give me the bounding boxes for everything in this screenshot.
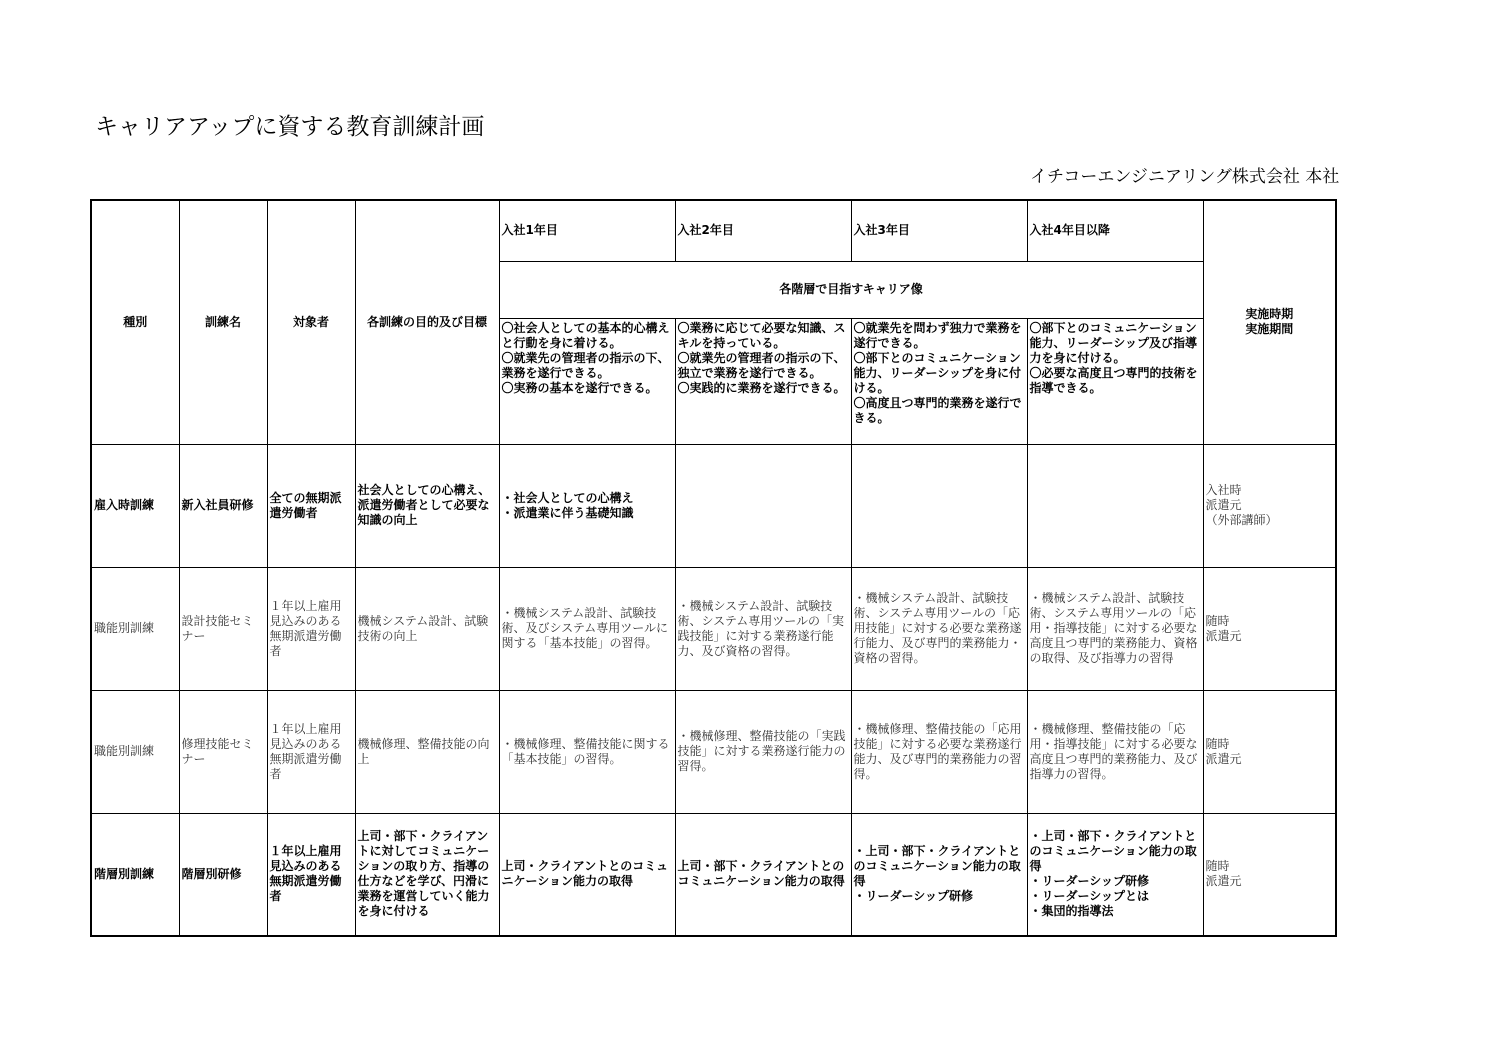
row-year2 bbox=[675, 444, 851, 567]
goal-year2: 〇業務に応じて必要な知識、スキルを持っている。 〇就業先の管理者の指示の下、独立で業務を遂行できる。 〇実践的に業務を遂行できる。 bbox=[675, 318, 851, 444]
header-year4: 入社4年目以降 bbox=[1027, 200, 1203, 261]
row-target: 全ての無期派遣労働者 bbox=[267, 444, 355, 567]
row-year2: ・機械システム設計、試験技術、システム専用ツールの「実践技能」に対する業務遂行能力、及び資格の習得。 bbox=[675, 567, 851, 690]
row-timing: 随時 派遣元 bbox=[1203, 813, 1336, 936]
row-category: 職能別訓練 bbox=[91, 567, 179, 690]
header-year3: 入社3年目 bbox=[851, 200, 1027, 261]
header-purpose: 各訓練の目的及び目標 bbox=[355, 200, 499, 444]
row-purpose: 機械システム設計、試験技術の向上 bbox=[355, 567, 499, 690]
goal-year1: 〇社会人としての基本的心構えと行動を身に着ける。 〇就業先の管理者の指示の下、業務を遂行できる。 〇実務の基本を遂行できる。 bbox=[499, 318, 675, 444]
row-timing: 入社時 派遣元 （外部講師） bbox=[1203, 444, 1336, 567]
row-training-name: 設計技能セミナー bbox=[179, 567, 267, 690]
row-target: １年以上雇用見込みのある無期派遣労働者 bbox=[267, 690, 355, 813]
header-target: 対象者 bbox=[267, 200, 355, 444]
row-year3: ・機械修理、整備技能の「応用技能」に対する必要な業務遂行能力、及び専門的業務能力の習得。 bbox=[851, 690, 1027, 813]
header-training-name: 訓練名 bbox=[179, 200, 267, 444]
row-year1: ・機械システム設計、試験技術、及びシステム専用ツールに関する「基本技能」の習得。 bbox=[499, 567, 675, 690]
goal-year3: 〇就業先を問わず独力で業務を遂行できる。 〇部下とのコミュニケーション能力、リーダーシップを身に付ける。 〇高度且つ専門的業務を遂行できる。 bbox=[851, 318, 1027, 444]
header-category: 種別 bbox=[91, 200, 179, 444]
row-year3 bbox=[851, 444, 1027, 567]
row-year4 bbox=[1027, 444, 1203, 567]
row-year3: ・機械システム設計、試験技術、システム専用ツールの「応用技能」に対する必要な業務遂行能力、及び専門的業務能力・資格の習得。 bbox=[851, 567, 1027, 690]
row-year2: ・機械修理、整備技能の「実践技能」に対する業務遂行能力の習得。 bbox=[675, 690, 851, 813]
table-row bbox=[91, 813, 1336, 936]
row-year4: ・機械修理、整備技能の「応用・指導技能」に対する必要な高度且つ専門的業務能力、及び指導力の習得。 bbox=[1027, 690, 1203, 813]
table-row bbox=[91, 690, 1336, 813]
row-training-name: 階層別研修 bbox=[179, 813, 267, 936]
goal-year4: 〇部下とのコミュニケーション能力、リーダーシップ及び指導力を身に付ける。 〇必要な高度且つ専門的技術を指導できる。 bbox=[1027, 318, 1203, 444]
document-title: キャリアアップに資する教育訓練計画 bbox=[95, 114, 485, 140]
row-purpose: 機械修理、整備技能の向上 bbox=[355, 690, 499, 813]
table-row bbox=[91, 567, 1336, 690]
row-category: 職能別訓練 bbox=[91, 690, 179, 813]
header-year2: 入社2年目 bbox=[675, 200, 851, 261]
header-timing: 実施時期 実施期間 bbox=[1203, 200, 1336, 444]
row-timing: 随時 派遣元 bbox=[1203, 567, 1336, 690]
row-year3: ・上司・部下・クライアントとのコミュニケーション能力の取得 ・リーダーシップ研修 bbox=[851, 813, 1027, 936]
row-training-name: 新入社員研修 bbox=[179, 444, 267, 567]
row-purpose: 上司・部下・クライアントに対してコミュニケーションの取り方、指導の仕方などを学び、円滑に業務を運営していく能力を身に付ける bbox=[355, 813, 499, 936]
row-timing: 随時 派遣元 bbox=[1203, 690, 1336, 813]
row-purpose: 社会人としての心構え、派遣労働者として必要な知識の向上 bbox=[355, 444, 499, 567]
row-year4: ・上司・部下・クライアントとのコミュニケーション能力の取得 ・リーダーシップ研修 ・リーダーシップとは ・集団的指導法 bbox=[1027, 813, 1203, 936]
row-year1: ・社会人としての心構え ・派遣業に伴う基礎知識 bbox=[499, 444, 675, 567]
row-target: １年以上雇用見込みのある無期派遣労働者 bbox=[267, 813, 355, 936]
header-row-years bbox=[91, 200, 1336, 261]
row-category: 階層別訓練 bbox=[91, 813, 179, 936]
row-year1: 上司・クライアントとのコミュニケーション能力の取得 bbox=[499, 813, 675, 936]
row-year2: 上司・部下・クライアントとのコミュニケーション能力の取得 bbox=[675, 813, 851, 936]
header-year1: 入社1年目 bbox=[499, 200, 675, 261]
header-career-goal: 各階層で目指すキャリア像 bbox=[499, 261, 1203, 318]
row-training-name: 修理技能セミナー bbox=[179, 690, 267, 813]
company-name: イチコーエンジニアリング株式会社 本社 bbox=[1030, 167, 1340, 187]
row-year4: ・機械システム設計、試験技術、システム専用ツールの「応用・指導技能」に対する必要な高度且つ専門的業務能力、資格の取得、及び指導力の習得 bbox=[1027, 567, 1203, 690]
training-plan-table bbox=[90, 199, 1337, 937]
row-target: １年以上雇用見込みのある無期派遣労働者 bbox=[267, 567, 355, 690]
table-row bbox=[91, 444, 1336, 567]
row-year1: ・機械修理、整備技能に関する「基本技能」の習得。 bbox=[499, 690, 675, 813]
row-category: 雇入時訓練 bbox=[91, 444, 179, 567]
